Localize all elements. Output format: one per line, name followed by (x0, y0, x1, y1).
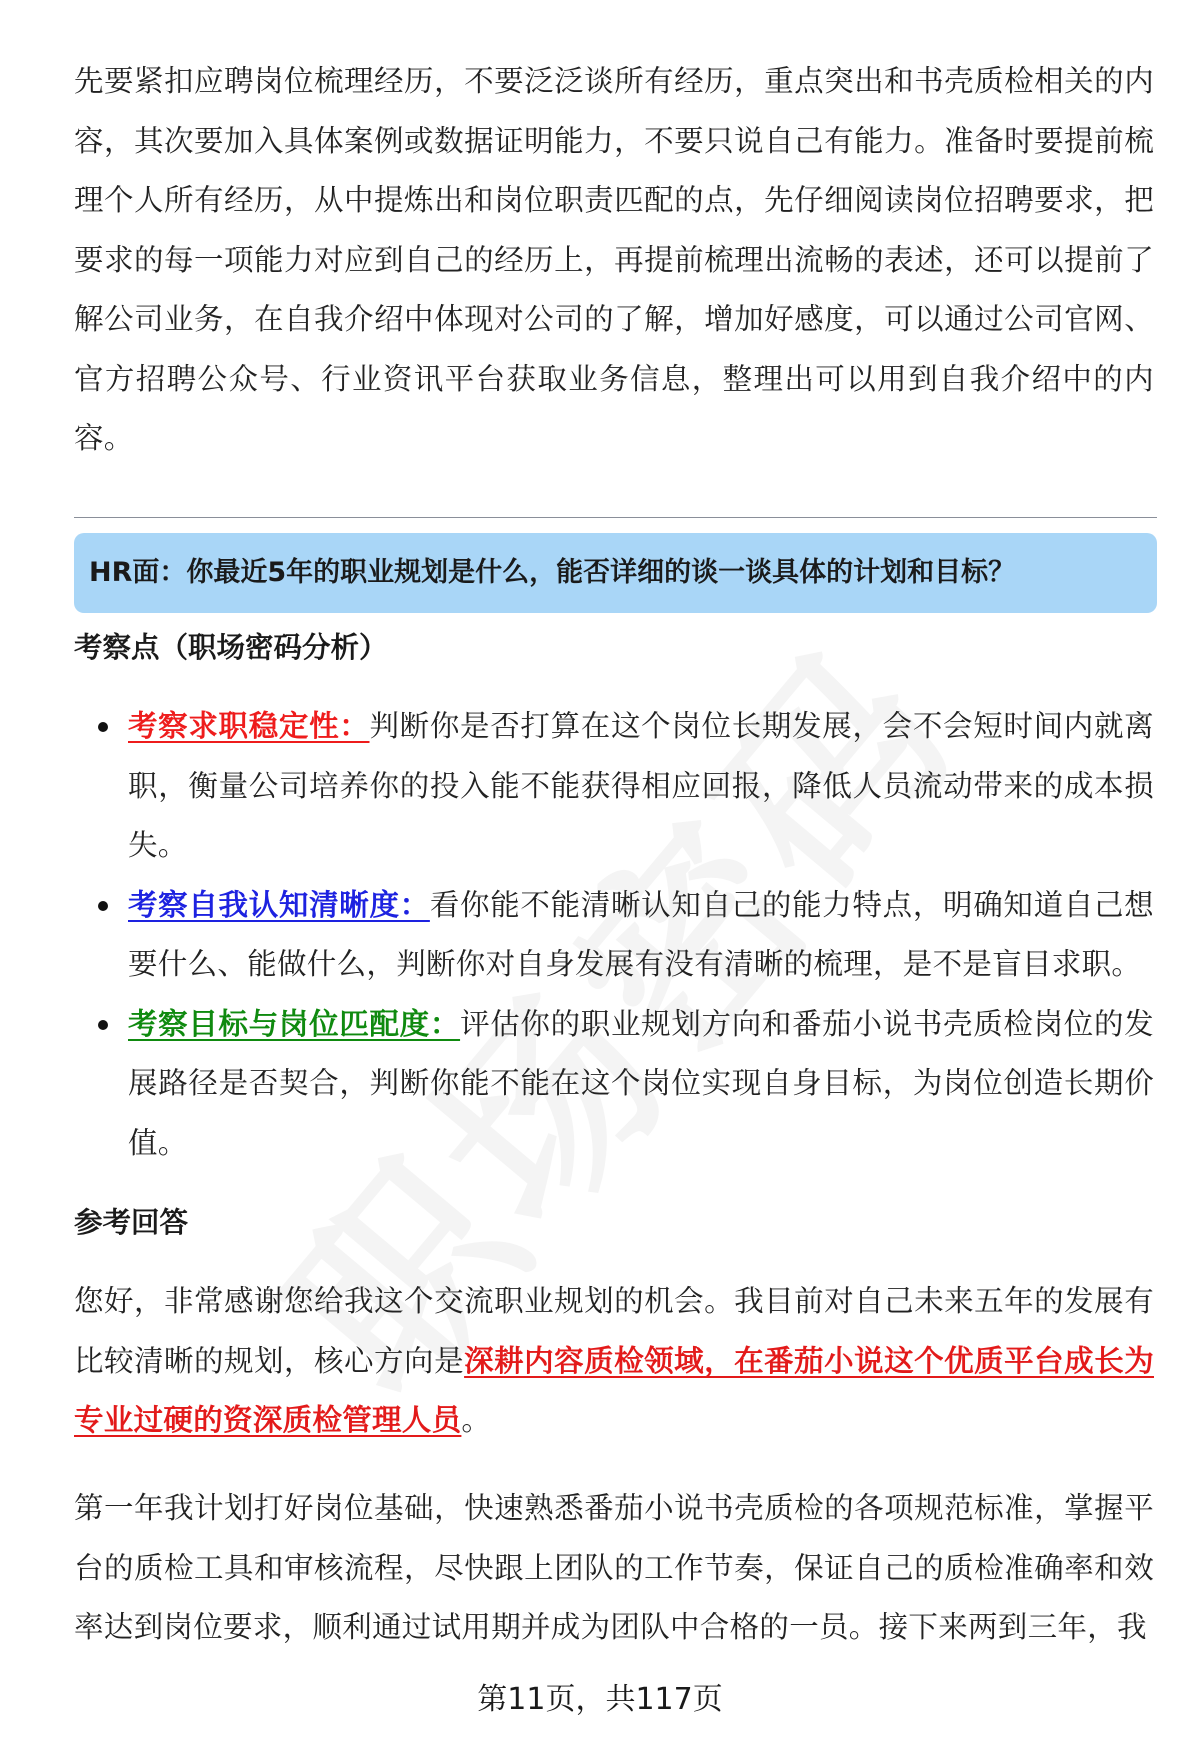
assessment-tag: 考察自我认知清晰度： (128, 887, 430, 922)
answer-highlight: 深耕内容质检领域，在番茄小说这个优质平台成长为专业过硬的资深质检管理人员 (74, 1343, 1154, 1437)
assessment-text: 评估你的职业规划方向和番茄小说书壳质检岗位的发展路径是否契合，判断你能不能在这个岗位实现自身目标，为岗位创造长期价值。 (128, 1006, 1154, 1160)
answer-paragraph-1 (74, 1272, 1154, 1451)
assessment-item-goal-match (74, 995, 1154, 1174)
bullet-dot-icon (98, 722, 108, 732)
assessment-tag: 考察求职稳定性： (128, 709, 370, 743)
answer-text-end: 。 (461, 1403, 492, 1437)
section-divider (74, 517, 1157, 518)
assessment-tag: 考察目标与岗位匹配度： (128, 1006, 461, 1041)
bullet-dot-icon (98, 1020, 108, 1030)
question-text: HR面：你最近5年的职业规划是什么，能否详细的谈一谈具体的计划和目标？ (89, 557, 1016, 588)
assessment-text: 判断你是否打算在这个岗位长期发展，会不会短时间内就离职，衡量公司培养你的投入能不能获得相应回报，降低人员流动带来的成本损失。 (128, 709, 1154, 862)
intro-paragraph: 先要紧扣应聘岗位梳理经历，不要泛泛谈所有经历，重点突出和书壳质检相关的内容，其次要加入具体案例或数据证明能力，不要只说自己有能力。准备时要提前梳理个人所有经历，从中提炼出和岗位职责匹配的点，先仔细阅读岗位招聘要求，把要求的每一项能力对应到自己的经历上，再提前梳理出流畅的表述，还可以提前了解公司业务，在自我介绍中体现对公司的了解，增加好感度，可以通过公司官网、官方招聘公众号、行业资讯平台获取业务信息，整理出可以用到自我介绍中的内容。 (74, 64, 1154, 455)
assessment-text: 看你能不能清晰认知自己的能力特点，明确知道自己想要什么、能做什么，判断你对自身发展有没有清晰的梳理，是不是盲目求职。 (128, 887, 1154, 981)
answer-text: 您好，非常感谢您给我这个交流职业规划的机会。我目前对自己未来五年的发展有比较清晰的规划，核心方向是 (74, 1284, 1154, 1378)
answer-paragraph-2: 第一年我计划打好岗位基础，快速熟悉番茄小说书壳质检的各项规范标准，掌握平台的质检工具和审核流程，尽快跟上团队的工作节奏，保证自己的质检准确率和效率达到岗位要求，顺利通过试用期并成为团队中合格的一员。接下来两到三年，我 (74, 1491, 1154, 1644)
assessment-item-self-awareness (74, 876, 1154, 995)
assessment-item-stability (74, 697, 1154, 876)
assessment-heading: 考察点（职场密码分析） (74, 631, 388, 664)
assessment-list (74, 697, 1154, 1173)
answer-heading: 参考回答 (74, 1206, 189, 1239)
bullet-dot-icon (98, 901, 108, 911)
page-footer: 第11页，共117页 (477, 1682, 723, 1717)
question-banner (74, 533, 1157, 613)
